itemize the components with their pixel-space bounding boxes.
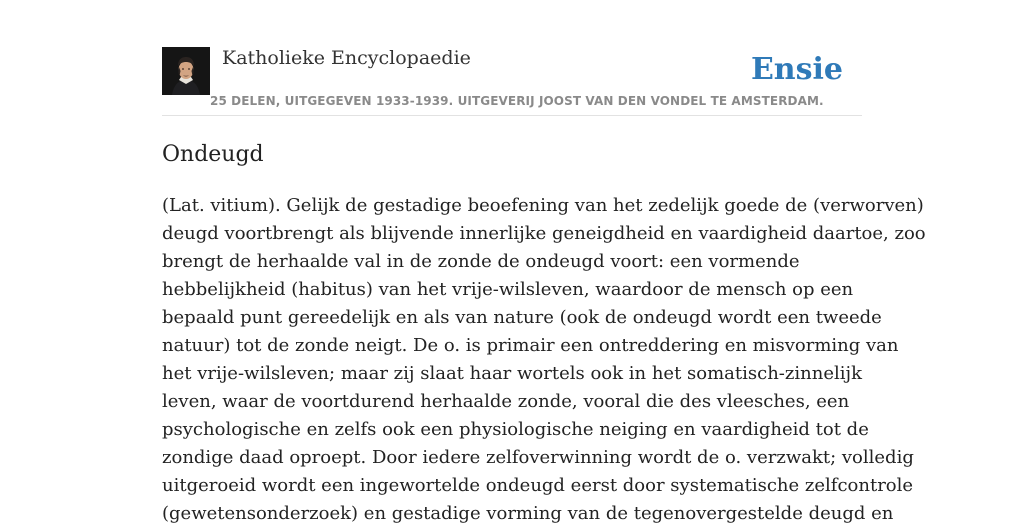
body-line: deugd voortbrengt als blijvende innerlijke geneigdheid en vaardigheid daartoe, zoo (162, 223, 926, 244)
body-line: leven, waar de voortdurend herhaalde zonde, vooral die des vleesches, een (162, 391, 850, 412)
body-line: natuur) tot de zonde neigt. De o. is primair een ontreddering en misvorming van (162, 335, 899, 356)
body-line: psychologische en zelfs ook een physiologische neiging en vaardigheid tot de (162, 419, 869, 440)
source-subtitle: 25 DELEN, UITGEGEVEN 1933-1939. UITGEVERIJ JOOST VAN DEN VONDEL TE AMSTERDAM. (210, 94, 824, 108)
portrait-icon (162, 47, 210, 95)
body-line: bepaald punt gereedelijk en als van nature (ook de ondeugd wordt een tweede (162, 307, 882, 328)
source-avatar[interactable] (162, 47, 210, 95)
entry-title: Ondeugd (162, 142, 264, 167)
source-title[interactable]: Katholieke Encyclopaedie (222, 47, 471, 69)
header-divider (162, 115, 862, 116)
body-line: (Lat. vitium). Gelijk de gestadige beoefening van het zedelijk goede de (verworven) (162, 195, 924, 216)
entry-body (162, 192, 926, 528)
body-line: uitgeroeid wordt een ingewortelde ondeugd eerst door systematische zelfcontrole (162, 475, 914, 496)
brand-logo[interactable]: Ensie (750, 52, 843, 87)
body-line: brengt de herhaalde val in de zonde de ondeugd voort: een vormende (162, 251, 800, 272)
body-line: het vrije-wilsleven; maar zij slaat haar wortels ook in het somatisch-zinnelijk (162, 363, 862, 384)
body-line: hebbelijkheid (habitus) van het vrije-wilsleven, waardoor de mensch op een (162, 279, 854, 300)
body-line: (gewetensonderzoek) en gestadige vorming van de tegenovergestelde deugd en (162, 503, 894, 524)
body-line: zondige daad oproept. Door iedere zelfoverwinning wordt de o. verzwakt; volledig (162, 447, 914, 468)
